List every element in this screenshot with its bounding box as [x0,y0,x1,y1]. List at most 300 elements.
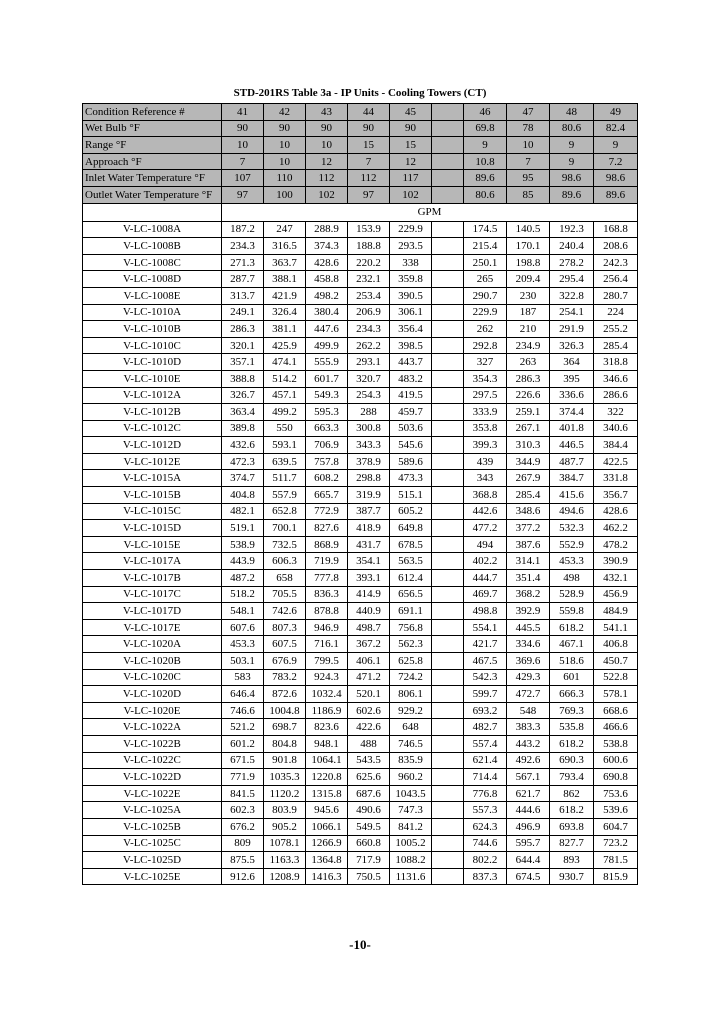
gpm-value: 482.7 [464,719,507,736]
gpm-value: 757.8 [306,453,348,470]
gpm-value: 806.1 [390,686,432,703]
gpm-value: 648 [390,719,432,736]
table-row [83,520,638,537]
condition-value: 10.8 [464,153,507,170]
model-name: V-LC-1008E [83,287,222,304]
gpm-value: 429.3 [507,669,550,686]
condition-value: 80.6 [550,120,594,137]
gpm-value: 406.8 [594,636,638,653]
gpm-value: 555.9 [306,354,348,371]
gpm-value: 457.1 [264,387,306,404]
gpm-value: 140.5 [507,221,550,238]
gpm-value: 802.2 [464,852,507,869]
gpm-value: 625.6 [348,769,390,786]
gpm-value: 490.6 [348,802,390,819]
gpm-value: 356.7 [594,487,638,504]
gpm-value: 772.9 [306,503,348,520]
condition-value: 10 [507,137,550,154]
gpm-value: 601.2 [222,735,264,752]
model-name: V-LC-1015C [83,503,222,520]
condition-row [83,104,638,121]
column-gap [432,287,464,304]
condition-value: 100 [264,186,306,203]
gpm-value: 351.4 [507,570,550,587]
condition-value: 15 [390,137,432,154]
condition-value: 45 [390,104,432,121]
gpm-value: 815.9 [594,868,638,885]
model-name: V-LC-1010A [83,304,222,321]
unit-label: GPM [222,203,638,221]
gpm-value: 1078.1 [264,835,306,852]
gpm-value: 306.1 [390,304,432,321]
gpm-value: 288 [348,404,390,421]
gpm-value: 799.5 [306,653,348,670]
table-row [83,818,638,835]
gpm-value: 557.4 [464,735,507,752]
gpm-value: 488 [348,735,390,752]
model-name: V-LC-1022B [83,735,222,752]
condition-value: 107 [222,170,264,187]
gpm-value: 419.5 [390,387,432,404]
gpm-value: 234.9 [507,337,550,354]
column-gap [432,669,464,686]
column-gap [432,453,464,470]
gpm-value: 318.8 [594,354,638,371]
gpm-value: 428.6 [306,254,348,271]
table-row [83,321,638,338]
gpm-value: 467.5 [464,653,507,670]
condition-value: 9 [550,153,594,170]
gpm-value: 522.8 [594,669,638,686]
gpm-value: 625.8 [390,653,432,670]
condition-value: 9 [594,137,638,154]
condition-value: 90 [390,120,432,137]
gpm-value: 398.5 [390,337,432,354]
gpm-value: 456.9 [594,586,638,603]
gpm-value: 262 [464,321,507,338]
gpm-value: 363.7 [264,254,306,271]
gpm-value: 392.9 [507,603,550,620]
column-gap [432,735,464,752]
model-name: V-LC-1012B [83,404,222,421]
condition-value: 112 [348,170,390,187]
gpm-value: 263 [507,354,550,371]
gpm-value: 618.2 [550,735,594,752]
gpm-value: 336.6 [550,387,594,404]
unit-row [83,203,638,221]
gpm-value: 293.5 [390,238,432,255]
gpm-value: 353.8 [464,420,507,437]
gpm-value: 1004.8 [264,702,306,719]
condition-value: 89.6 [464,170,507,187]
gpm-value: 693.2 [464,702,507,719]
gpm-value: 226.6 [507,387,550,404]
gpm-value: 519.1 [222,520,264,537]
table-row [83,387,638,404]
cooling-tower-table [82,103,638,885]
column-gap [432,238,464,255]
gpm-value: 1120.2 [264,785,306,802]
gpm-value: 293.1 [348,354,390,371]
gpm-value: 253.4 [348,287,390,304]
model-name: V-LC-1015E [83,536,222,553]
gpm-value: 369.6 [507,653,550,670]
gpm-value: 344.9 [507,453,550,470]
gpm-value: 354.3 [464,370,507,387]
column-gap [432,802,464,819]
gpm-value: 499.2 [264,404,306,421]
gpm-value: 946.9 [306,619,348,636]
condition-value: 85 [507,186,550,203]
gpm-value: 453.3 [222,636,264,653]
gpm-value: 618.2 [550,619,594,636]
gpm-value: 377.2 [507,520,550,537]
gpm-value: 652.8 [264,503,306,520]
gpm-value: 678.5 [390,536,432,553]
condition-row [83,137,638,154]
model-name: V-LC-1012D [83,437,222,454]
gpm-value: 187.2 [222,221,264,238]
table-row [83,669,638,686]
condition-value: 90 [306,120,348,137]
condition-value: 102 [390,186,432,203]
column-gap [432,420,464,437]
gpm-value: 471.2 [348,669,390,686]
gpm-value: 559.8 [550,603,594,620]
gpm-value: 518.6 [550,653,594,670]
gpm-value: 414.9 [348,586,390,603]
column-gap [432,137,464,154]
gpm-value: 807.3 [264,619,306,636]
gpm-value: 705.5 [264,586,306,603]
gpm-value: 262.2 [348,337,390,354]
table-row [83,702,638,719]
gpm-value: 723.2 [594,835,638,852]
column-gap [432,503,464,520]
gpm-value: 440.9 [348,603,390,620]
gpm-value: 714.4 [464,769,507,786]
condition-value: 97 [348,186,390,203]
column-gap [432,271,464,288]
table-row [83,852,638,869]
table-row [83,553,638,570]
gpm-value: 1064.1 [306,752,348,769]
gpm-value: 557.9 [264,487,306,504]
gpm-value: 589.6 [390,453,432,470]
table-row [83,752,638,769]
table-row [83,354,638,371]
gpm-value: 333.9 [464,404,507,421]
condition-value: 90 [348,120,390,137]
gpm-value: 390.9 [594,553,638,570]
gpm-value: 605.2 [390,503,432,520]
table-row [83,785,638,802]
gpm-value: 174.5 [464,221,507,238]
column-gap [432,835,464,852]
gpm-value: 314.1 [507,553,550,570]
gpm-value: 905.2 [264,818,306,835]
column-gap [432,470,464,487]
condition-value: 89.6 [594,186,638,203]
gpm-value: 693.8 [550,818,594,835]
gpm-value: 187 [507,304,550,321]
column-gap [432,304,464,321]
gpm-value: 359.8 [390,271,432,288]
gpm-value: 1416.3 [306,868,348,885]
gpm-value: 320.7 [348,370,390,387]
gpm-value: 663.3 [306,420,348,437]
row-label: Approach °F [83,153,222,170]
gpm-value: 535.8 [550,719,594,736]
gpm-value: 447.6 [306,321,348,338]
gpm-value: 756.8 [390,619,432,636]
table-row [83,868,638,885]
gpm-value: 334.6 [507,636,550,653]
model-name: V-LC-1025A [83,802,222,819]
gpm-value: 482.1 [222,503,264,520]
condition-value: 7 [348,153,390,170]
gpm-value: 660.8 [348,835,390,852]
column-gap [432,586,464,603]
row-label: Wet Bulb °F [83,120,222,137]
column-gap [432,686,464,703]
gpm-value: 563.5 [390,553,432,570]
gpm-value: 378.9 [348,453,390,470]
condition-value: 9 [464,137,507,154]
table-row [83,287,638,304]
gpm-value: 601 [550,669,594,686]
gpm-value: 326.4 [264,304,306,321]
gpm-value: 691.1 [390,603,432,620]
gpm-value: 562.3 [390,636,432,653]
gpm-value: 367.2 [348,636,390,653]
gpm-value: 550 [264,420,306,437]
gpm-value: 406.1 [348,653,390,670]
condition-value: 98.6 [594,170,638,187]
gpm-value: 168.8 [594,221,638,238]
gpm-value: 210 [507,321,550,338]
condition-value: 102 [306,186,348,203]
table-row [83,337,638,354]
gpm-value: 374.4 [550,404,594,421]
column-gap [432,104,464,121]
gpm-value: 170.1 [507,238,550,255]
gpm-value: 1032.4 [306,686,348,703]
gpm-value: 422.6 [348,719,390,736]
model-name: V-LC-1022E [83,785,222,802]
gpm-value: 267.9 [507,470,550,487]
gpm-value: 316.5 [264,238,306,255]
table-row [83,503,638,520]
table-row [83,619,638,636]
model-name: V-LC-1025B [83,818,222,835]
gpm-value: 612.4 [390,570,432,587]
gpm-value: 601.7 [306,370,348,387]
gpm-value: 700.1 [264,520,306,537]
gpm-value: 390.5 [390,287,432,304]
gpm-value: 300.8 [348,420,390,437]
gpm-value: 404.8 [222,487,264,504]
gpm-value: 538.9 [222,536,264,553]
gpm-value: 771.9 [222,769,264,786]
column-gap [432,553,464,570]
row-label: Condition Reference # [83,104,222,121]
gpm-value: 399.3 [464,437,507,454]
gpm-value: 232.1 [348,271,390,288]
gpm-value: 292.8 [464,337,507,354]
gpm-value: 415.6 [550,487,594,504]
gpm-value: 837.3 [464,868,507,885]
gpm-value: 719.9 [306,553,348,570]
table-row [83,653,638,670]
gpm-value: 421.9 [264,287,306,304]
column-gap [432,487,464,504]
gpm-value: 515.1 [390,487,432,504]
table-row [83,802,638,819]
model-name: V-LC-1010C [83,337,222,354]
gpm-value: 639.5 [264,453,306,470]
model-name: V-LC-1010B [83,321,222,338]
gpm-value: 698.7 [264,719,306,736]
table-row [83,304,638,321]
gpm-value: 250.1 [464,254,507,271]
gpm-value: 578.1 [594,686,638,703]
gpm-value: 912.6 [222,868,264,885]
gpm-value: 374.3 [306,238,348,255]
model-name: V-LC-1022A [83,719,222,736]
gpm-value: 474.1 [264,354,306,371]
gpm-value: 554.1 [464,619,507,636]
gpm-value: 450.7 [594,653,638,670]
model-name: V-LC-1010E [83,370,222,387]
gpm-value: 224 [594,304,638,321]
gpm-value: 340.6 [594,420,638,437]
gpm-value: 322 [594,404,638,421]
gpm-value: 290.7 [464,287,507,304]
gpm-value: 747.3 [390,802,432,819]
table-row [83,437,638,454]
gpm-value: 538.8 [594,735,638,752]
model-name: V-LC-1017E [83,619,222,636]
column-gap [432,437,464,454]
gpm-value: 364 [550,354,594,371]
unit-row-blank [83,203,222,221]
gpm-value: 247 [264,221,306,238]
table-row [83,453,638,470]
table-row [83,570,638,587]
model-name: V-LC-1012E [83,453,222,470]
gpm-value: 781.5 [594,852,638,869]
model-name: V-LC-1020E [83,702,222,719]
condition-value: 41 [222,104,264,121]
gpm-value: 280.7 [594,287,638,304]
gpm-value: 521.2 [222,719,264,736]
condition-value: 42 [264,104,306,121]
page-title: STD-201RS Table 3a - IP Units - Cooling Towers (CT) [233,87,487,99]
model-name: V-LC-1017A [83,553,222,570]
gpm-value: 327 [464,354,507,371]
gpm-value: 668.6 [594,702,638,719]
model-name: V-LC-1008D [83,271,222,288]
condition-value: 7 [222,153,264,170]
model-name: V-LC-1015B [83,487,222,504]
gpm-value: 469.7 [464,586,507,603]
gpm-value: 901.8 [264,752,306,769]
gpm-value: 706.9 [306,437,348,454]
table-row [83,769,638,786]
gpm-value: 875.5 [222,852,264,869]
gpm-value: 893 [550,852,594,869]
column-gap [432,120,464,137]
gpm-value: 549.3 [306,387,348,404]
gpm-value: 557.3 [464,802,507,819]
gpm-value: 192.3 [550,221,594,238]
column-gap [432,404,464,421]
condition-value: 46 [464,104,507,121]
gpm-value: 387.7 [348,503,390,520]
gpm-value: 220.2 [348,254,390,271]
gpm-value: 872.6 [264,686,306,703]
gpm-value: 809 [222,835,264,852]
model-name: V-LC-1020C [83,669,222,686]
gpm-value: 443.7 [390,354,432,371]
gpm-value: 395 [550,370,594,387]
gpm-value: 514.2 [264,370,306,387]
condition-row [83,120,638,137]
condition-value: 90 [222,120,264,137]
gpm-value: 671.5 [222,752,264,769]
table-row [83,221,638,238]
gpm-value: 498.2 [306,287,348,304]
gpm-value: 1186.9 [306,702,348,719]
gpm-value: 432.1 [594,570,638,587]
gpm-value: 600.6 [594,752,638,769]
gpm-value: 543.5 [348,752,390,769]
condition-value: 112 [306,170,348,187]
column-gap [432,752,464,769]
page-number: -10- [349,937,371,952]
gpm-value: 198.8 [507,254,550,271]
gpm-value: 254.1 [550,304,594,321]
gpm-value: 567.1 [507,769,550,786]
gpm-value: 646.4 [222,686,264,703]
model-name: V-LC-1017C [83,586,222,603]
gpm-value: 1266.9 [306,835,348,852]
gpm-value: 1131.6 [390,868,432,885]
table-row [83,636,638,653]
condition-value: 7 [507,153,550,170]
gpm-value: 1364.8 [306,852,348,869]
gpm-value: 717.9 [348,852,390,869]
gpm-value: 443.9 [222,553,264,570]
gpm-value: 742.6 [264,603,306,620]
gpm-value: 383.3 [507,719,550,736]
condition-value: 12 [390,153,432,170]
table-row [83,271,638,288]
gpm-value: 483.2 [390,370,432,387]
gpm-value: 478.2 [594,536,638,553]
column-gap [432,570,464,587]
gpm-value: 453.3 [550,553,594,570]
gpm-value: 254.3 [348,387,390,404]
condition-value: 80.6 [464,186,507,203]
gpm-value: 511.7 [264,470,306,487]
gpm-value: 658 [264,570,306,587]
column-gap [432,603,464,620]
gpm-value: 945.6 [306,802,348,819]
gpm-value: 827.6 [306,520,348,537]
gpm-value: 804.8 [264,735,306,752]
